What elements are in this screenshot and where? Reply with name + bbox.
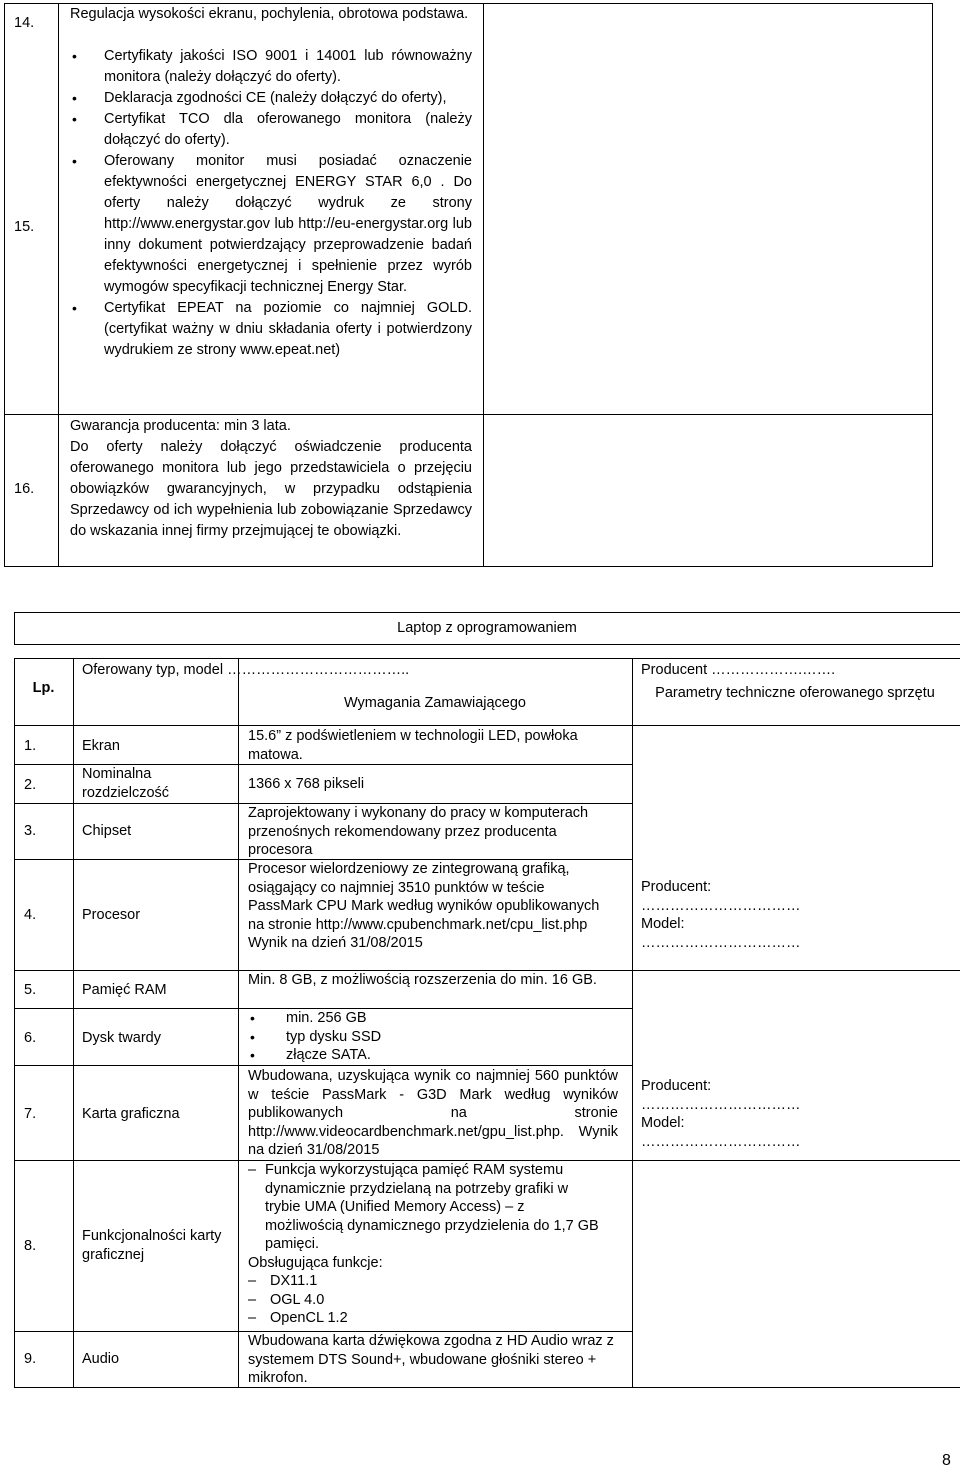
certificate-list — [70, 46, 472, 361]
row-number: 5. — [24, 982, 37, 998]
producer-label: Producent: — [641, 879, 712, 895]
row-label: Audio — [82, 1351, 120, 1367]
requirement-text: Wbudowana, uzyskująca wynik co najmniej 560 punktów w teście PassMark - G3D Mark według wyników publikowanych na stronie http://www.videocardbenchmark.net/gpu_list.php. Wynik na dzień 31/08/2015 — [248, 1068, 618, 1158]
requirement-text: Zaprojektowany i wykonany do pracy w komputerach przenośnych rekomendowany przez producenta procesora — [248, 805, 589, 858]
producer-dots: …………………………… — [641, 1096, 801, 1113]
row-number: 4. — [24, 907, 37, 923]
header-requirements: Wymagania Zamawiającego — [343, 695, 526, 711]
model-label: Model: — [641, 1115, 685, 1131]
row-label: Chipset — [82, 823, 132, 839]
model-dots: …………………………… — [641, 1133, 801, 1150]
row-number: 7. — [24, 1106, 37, 1122]
producer-dots: …………………………… — [641, 897, 801, 914]
producer-label: Producent: — [641, 1078, 712, 1094]
header-producer: Producent ……………….……. — [641, 662, 836, 678]
row-number: 15. — [14, 219, 35, 235]
row-number: 3. — [24, 823, 37, 839]
row-label: Ekran — [82, 738, 120, 754]
list-item: • złącze SATA. — [248, 1046, 618, 1065]
row-number: 9. — [24, 1351, 37, 1367]
header-offered-type: Oferowany typ, model ……………………………….. — [82, 662, 410, 678]
dash-list — [248, 1272, 618, 1328]
list-item: – Funkcja wykorzystująca pamięć RAM systemu dynamicznie przydzielaną na potrzeby grafiki w trybie UMA (Unified Memory Access) – z możliwością dynamicznego przydzielenia do 1,7 GB pamięci. — [248, 1161, 605, 1254]
model-label: Model: — [641, 916, 685, 932]
dash-list — [248, 1161, 618, 1254]
table-title: Laptop z oprogramowaniem — [397, 620, 577, 636]
page-number: 8 — [942, 1452, 951, 1469]
list-item: – OpenCL 1.2 — [248, 1309, 618, 1328]
requirement-text: 15.6” z podświetleniem w technologii LED, powłoka matowa. — [248, 728, 578, 763]
list-item: • typ dysku SSD — [248, 1028, 618, 1047]
requirement-text: Wbudowana karta dźwiękowa zgodna z HD Audio wraz z systemem DTS Sound+, wbudowane głośniki stereo + mikrofon. — [248, 1333, 614, 1386]
row-number: 14. — [14, 15, 35, 31]
row-label: Funkcjonalności karty graficznej — [82, 1228, 222, 1263]
param-block-graphics — [641, 1077, 941, 1151]
row-number: 6. — [24, 1030, 37, 1046]
graphics-function-block — [248, 1161, 618, 1328]
row-number: 2. — [24, 777, 37, 793]
row-label: Karta graficzna — [82, 1106, 180, 1122]
param-block-processor — [641, 878, 941, 952]
list-item: • Certyfikat TCO dla oferowanego monitora (należy dołączyć do oferty). — [70, 109, 472, 151]
requirement-text: 1366 x 768 pikseli — [248, 776, 365, 792]
list-item: • min. 256 GB — [248, 1009, 618, 1028]
row-label: Pamięć RAM — [82, 982, 167, 998]
list-item: • Certyfikat EPEAT na poziomie co najmniej GOLD. (certyfikat ważny w dniu składania oferty i potwierdzony wydrukiem ze strony www.epeat.net) — [70, 298, 472, 361]
row-label: Dysk twardy — [82, 1030, 161, 1046]
model-dots: …………………………… — [641, 934, 801, 951]
list-item: • Deklaracja zgodności CE (należy dołączyć do oferty), — [70, 88, 472, 109]
warranty-line: Gwarancja producenta: min 3 lata. — [70, 418, 291, 434]
row-number: 16. — [14, 481, 35, 497]
header-lp: Lp. — [32, 680, 55, 696]
row-14-text: Regulacja wysokości ekranu, pochylenia, obrotowa podstawa. — [70, 6, 469, 22]
list-item: • Oferowany monitor musi posiadać oznaczenie efektywności energetycznej ENERGY STAR 6,0 . Do oferty należy dołączyć wydruk ze strony http://www.energystar.gov lub http://eu-energystar.org lub inny dokument potwierdzający przeprowadzenie badań efektywności energetycznej i spełnienie przez wyrób wymogów specyfikacji technicznej Energy Star. — [70, 151, 472, 298]
disk-requirement-list — [248, 1009, 618, 1065]
warranty-paragraph: Do oferty należy dołączyć oświadczenie producenta oferowanego monitora lub jego przedstawiciela o przejęciu obowiązków gwarancyjnych, w przypadku odstąpienia Sprzedawcy od ich wypełnienia lub zobowiązanie Sprzedawcy do wskazania innej firmy przejmującej te obowiązki. — [70, 439, 472, 539]
requirement-text: Procesor wielordzeniowy ze zintegrowaną grafiką, osiągający co najmniej 3510 punktów w teście PassMark CPU Mark według wyników opublikowanych na stronie http://www.cpubenchmark.net/cpu_list.php Wynik na dzień 31/08/2015 — [248, 861, 600, 951]
list-item: – OGL 4.0 — [248, 1291, 618, 1310]
list-item: • Certyfikaty jakości ISO 9001 i 14001 lub równoważny monitora (należy dołączyć do oferty). — [70, 46, 472, 88]
header-params: Parametry techniczne oferowanego sprzętu — [655, 685, 935, 701]
requirement-text: Min. 8 GB, z możliwością rozszerzenia do min. 16 GB. — [248, 972, 597, 988]
row-label: Procesor — [82, 907, 141, 923]
supported-functions-label: Obsługująca funkcje: — [248, 1254, 383, 1271]
list-item: – DX11.1 — [248, 1272, 618, 1291]
row-number: 8. — [24, 1238, 37, 1254]
row-number: 1. — [24, 738, 37, 754]
row-label: Nominalna rozdzielczość — [82, 766, 170, 801]
